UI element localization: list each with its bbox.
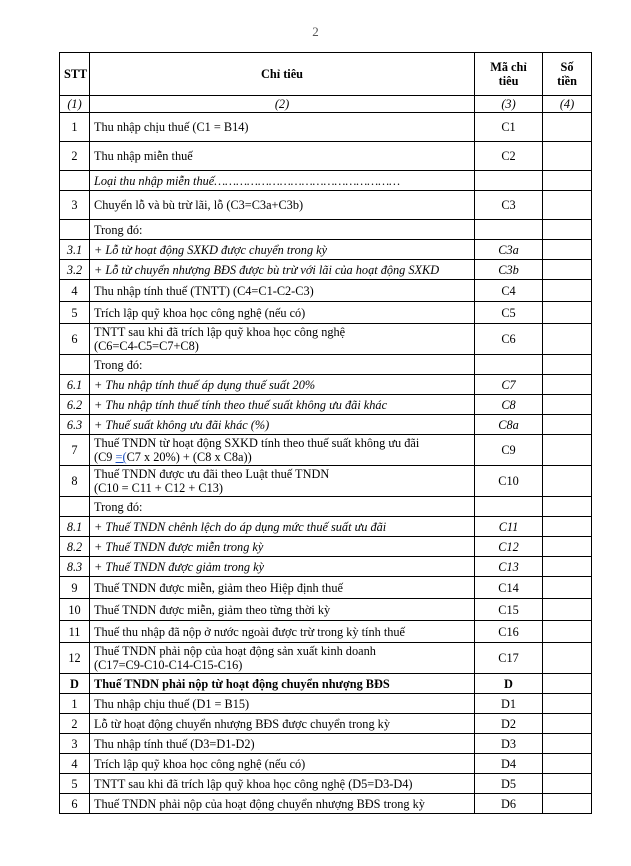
row-stt: 5	[60, 302, 90, 324]
table-row	[60, 734, 592, 754]
row-amount-cell[interactable]	[543, 621, 592, 643]
table-row	[60, 142, 592, 171]
row-description-line2: (C17=C9-C10-C14-C15-C16)	[94, 658, 243, 672]
row-code: C11	[475, 517, 543, 537]
column-number-row	[60, 96, 592, 113]
row-code	[475, 171, 543, 191]
row-amount-cell[interactable]	[543, 497, 592, 517]
row-stt	[60, 497, 90, 517]
row-amount-cell[interactable]	[543, 113, 592, 142]
table-row	[60, 774, 592, 794]
row-amount-cell[interactable]	[543, 734, 592, 754]
row-description	[90, 324, 475, 355]
row-amount-cell[interactable]	[543, 375, 592, 395]
row-stt	[60, 171, 90, 191]
row-description: Trong đó:	[90, 355, 475, 375]
table-row	[60, 557, 592, 577]
row-description: Trích lập quỹ khoa học công nghệ (nếu có)	[90, 754, 475, 774]
row-stt: 6	[60, 794, 90, 814]
table-row	[60, 220, 592, 240]
row-description: Thu nhập tính thuế (D3=D1-D2)	[90, 734, 475, 754]
tax-declaration-table	[59, 52, 592, 814]
row-description-line2c: C7 x 20%) + (C8 x C8a))	[126, 450, 252, 464]
row-code: D3	[475, 734, 543, 754]
row-description-line2a: (C9	[94, 450, 116, 464]
header-so-tien-line2: tiền	[557, 74, 577, 88]
table-row	[60, 643, 592, 674]
row-stt: 6.2	[60, 395, 90, 415]
row-amount-cell[interactable]	[543, 280, 592, 302]
row-amount-cell[interactable]	[543, 220, 592, 240]
table-row	[60, 240, 592, 260]
row-amount-cell[interactable]	[543, 435, 592, 466]
row-amount-cell[interactable]	[543, 674, 592, 694]
row-description: + Thuế TNDN được giảm trong kỳ	[90, 557, 475, 577]
table-row	[60, 375, 592, 395]
row-code	[475, 220, 543, 240]
row-amount-cell[interactable]	[543, 302, 592, 324]
row-stt: 8	[60, 466, 90, 497]
row-amount-cell[interactable]	[543, 191, 592, 220]
row-amount-cell[interactable]	[543, 774, 592, 794]
table-row	[60, 191, 592, 220]
row-description: Thu nhập chịu thuế (C1 = B14)	[90, 113, 475, 142]
row-stt: 7	[60, 435, 90, 466]
table-row	[60, 517, 592, 537]
row-description	[90, 466, 475, 497]
row-description-line1: Thuế TNDN từ hoạt động SXKD tính theo thuế suất không ưu đãi	[94, 436, 420, 450]
row-stt	[60, 220, 90, 240]
table-row	[60, 280, 592, 302]
row-stt: 3	[60, 191, 90, 220]
row-stt: 1	[60, 113, 90, 142]
row-description-line1: Thuế TNDN được ưu đãi theo Luật thuế TNDN	[94, 467, 330, 481]
row-stt: 8.3	[60, 557, 90, 577]
row-code: C8	[475, 395, 543, 415]
row-description: TNTT sau khi đã trích lập quỹ khoa học công nghệ (D5=D3-D4)	[90, 774, 475, 794]
table-row	[60, 754, 592, 774]
section-header-row	[60, 674, 592, 694]
row-code: C3	[475, 191, 543, 220]
row-code: C1	[475, 113, 543, 142]
row-description: Trong đó:	[90, 497, 475, 517]
row-stt: 5	[60, 774, 90, 794]
row-stt: 9	[60, 577, 90, 599]
header-so-tien	[543, 53, 592, 96]
header-ma-chi-tieu-line1: Mã chỉ	[490, 60, 527, 74]
row-amount-cell[interactable]	[543, 754, 592, 774]
row-stt: 6.3	[60, 415, 90, 435]
row-code: D	[475, 674, 543, 694]
row-amount-cell[interactable]	[543, 557, 592, 577]
row-code: C14	[475, 577, 543, 599]
row-code: C4	[475, 280, 543, 302]
header-ma-chi-tieu-line2: tiêu	[498, 74, 519, 88]
row-amount-cell[interactable]	[543, 355, 592, 375]
table-row	[60, 621, 592, 643]
row-stt: 4	[60, 754, 90, 774]
row-code: C7	[475, 375, 543, 395]
row-amount-cell[interactable]	[543, 714, 592, 734]
row-code: C16	[475, 621, 543, 643]
row-amount-cell[interactable]	[543, 466, 592, 497]
row-stt: 10	[60, 599, 90, 621]
row-code	[475, 355, 543, 375]
row-code: C10	[475, 466, 543, 497]
row-stt: 2	[60, 714, 90, 734]
table-row	[60, 599, 592, 621]
row-code: C15	[475, 599, 543, 621]
header-stt: STT	[60, 53, 90, 96]
row-description: Thuế TNDN được miễn, giảm theo Hiệp định thuế	[90, 577, 475, 599]
row-description: + Lỗ từ chuyển nhượng BĐS được bù trừ với lãi của hoạt động SXKD	[90, 260, 475, 280]
row-code: C8a	[475, 415, 543, 435]
row-amount-cell[interactable]	[543, 260, 592, 280]
row-description: Chuyển lỗ và bù trừ lãi, lỗ (C3=C3a+C3b)	[90, 191, 475, 220]
row-description: Lỗ từ hoạt động chuyển nhượng BĐS được chuyển trong kỳ	[90, 714, 475, 734]
row-stt: 11	[60, 621, 90, 643]
table-row	[60, 497, 592, 517]
row-stt: 4	[60, 280, 90, 302]
column-number: (3)	[475, 96, 543, 113]
row-stt: 3	[60, 734, 90, 754]
row-description: + Thu nhập tính thuế áp dụng thuế suất 20%	[90, 375, 475, 395]
column-number: (2)	[90, 96, 475, 113]
row-code: D2	[475, 714, 543, 734]
row-description: Trích lập quỹ khoa học công nghệ (nếu có)	[90, 302, 475, 324]
row-amount-cell[interactable]	[543, 171, 592, 191]
header-so-tien-line1: Số	[560, 60, 574, 74]
formula-link[interactable]: =(	[115, 450, 127, 464]
row-code: C2	[475, 142, 543, 171]
table-row	[60, 113, 592, 142]
row-amount-cell[interactable]	[543, 240, 592, 260]
row-code: C9	[475, 435, 543, 466]
table-row	[60, 355, 592, 375]
row-code: C3a	[475, 240, 543, 260]
row-amount-cell[interactable]	[543, 395, 592, 415]
row-description: Thuế thu nhập đã nộp ở nước ngoài được trừ trong kỳ tính thuế	[90, 621, 475, 643]
row-stt: 8.2	[60, 537, 90, 557]
row-description: Loại thu nhập miễn thuế……………………………………………	[90, 171, 475, 191]
row-stt	[60, 355, 90, 375]
row-description	[90, 435, 475, 466]
row-code: C6	[475, 324, 543, 355]
table-row	[60, 324, 592, 355]
row-description: Thuế TNDN được miễn, giảm theo từng thời kỳ	[90, 599, 475, 621]
row-amount-cell[interactable]	[543, 537, 592, 557]
row-description: + Thuế TNDN được miễn trong kỳ	[90, 537, 475, 557]
row-description: Thu nhập chịu thuế (D1 = B15)	[90, 694, 475, 714]
row-code: C17	[475, 643, 543, 674]
row-stt: 6	[60, 324, 90, 355]
table-row	[60, 260, 592, 280]
row-description: Thuế TNDN phải nộp từ hoạt động chuyển nhượng BĐS	[90, 674, 475, 694]
row-amount-cell[interactable]	[543, 794, 592, 814]
row-amount-cell[interactable]	[543, 517, 592, 537]
table-row	[60, 171, 592, 191]
row-description: Trong đó:	[90, 220, 475, 240]
header-chi-tieu: Chỉ tiêu	[90, 53, 475, 96]
row-description: Thuế TNDN phải nộp của hoạt động chuyển nhượng BĐS trong kỳ	[90, 794, 475, 814]
row-description	[90, 643, 475, 674]
row-stt: D	[60, 674, 90, 694]
row-code: D5	[475, 774, 543, 794]
column-number: (1)	[60, 96, 90, 113]
row-amount-cell[interactable]	[543, 694, 592, 714]
page-number: 2	[312, 24, 319, 39]
row-code: C3b	[475, 260, 543, 280]
row-amount-cell[interactable]	[543, 324, 592, 355]
row-amount-cell[interactable]	[543, 599, 592, 621]
table-row	[60, 302, 592, 324]
column-number: (4)	[543, 96, 592, 113]
row-description: Thu nhập tính thuế (TNTT) (C4=C1-C2-C3)	[90, 280, 475, 302]
row-stt: 3.1	[60, 240, 90, 260]
row-description: + Thuế TNDN chênh lệch do áp dụng mức thuế suất ưu đãi	[90, 517, 475, 537]
table-row	[60, 577, 592, 599]
row-stt: 3.2	[60, 260, 90, 280]
row-description: + Thu nhập tính thuế tính theo thuế suất không ưu đãi khác	[90, 395, 475, 415]
table-row	[60, 395, 592, 415]
row-description-line2: (C6=C4-C5=C7+C8)	[94, 339, 199, 353]
row-code: D6	[475, 794, 543, 814]
row-code: C13	[475, 557, 543, 577]
row-description: + Thuế suất không ưu đãi khác (%)	[90, 415, 475, 435]
row-stt: 2	[60, 142, 90, 171]
table-row	[60, 694, 592, 714]
row-stt: 6.1	[60, 375, 90, 395]
row-stt: 8.1	[60, 517, 90, 537]
row-description: Thu nhập miễn thuế	[90, 142, 475, 171]
table-row	[60, 794, 592, 814]
row-amount-cell[interactable]	[543, 142, 592, 171]
table-row	[60, 435, 592, 466]
row-stt: 1	[60, 694, 90, 714]
row-description: + Lỗ từ hoạt động SXKD được chuyển trong kỳ	[90, 240, 475, 260]
row-code: C5	[475, 302, 543, 324]
row-description-line2: (C10 = C11 + C12 + C13)	[94, 481, 223, 495]
row-amount-cell[interactable]	[543, 577, 592, 599]
row-description-line1: TNTT sau khi đã trích lập quỹ khoa học công nghệ	[94, 325, 346, 339]
table-row	[60, 714, 592, 734]
table-row	[60, 466, 592, 497]
row-code: D1	[475, 694, 543, 714]
row-amount-cell[interactable]	[543, 415, 592, 435]
row-code	[475, 497, 543, 517]
row-code: D4	[475, 754, 543, 774]
table-row	[60, 537, 592, 557]
header-ma-chi-tieu	[475, 53, 543, 96]
row-code: C12	[475, 537, 543, 557]
row-amount-cell[interactable]	[543, 643, 592, 674]
row-description-line1: Thuế TNDN phải nộp của hoạt động sản xuất kinh doanh	[94, 644, 376, 658]
table-row	[60, 415, 592, 435]
row-stt: 12	[60, 643, 90, 674]
table-header-row	[60, 53, 592, 96]
